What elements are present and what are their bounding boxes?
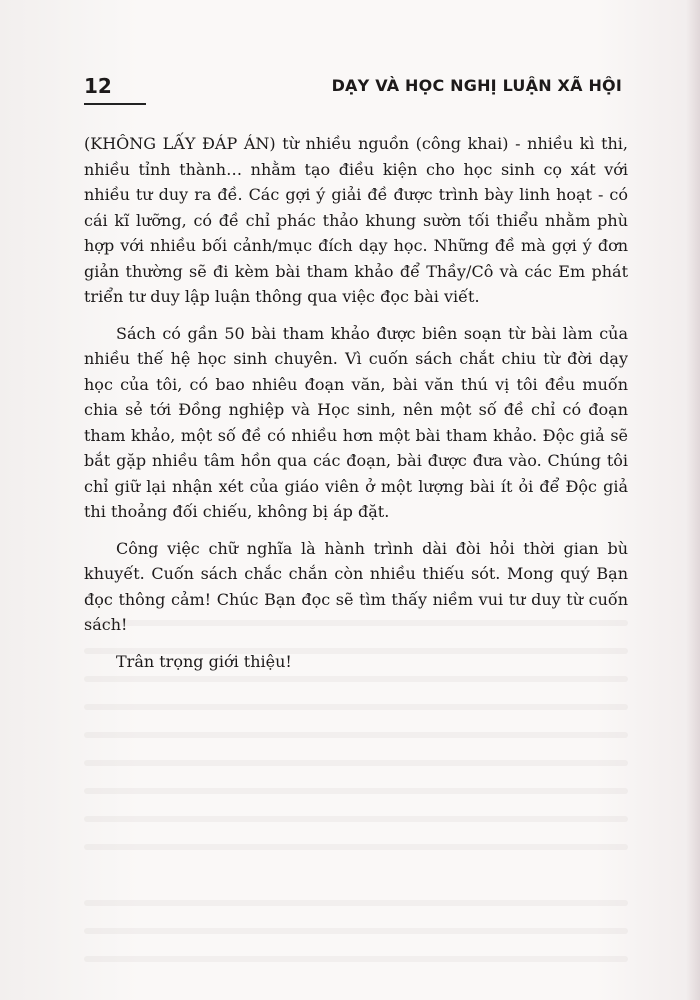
paragraph-closing: Công việc chữ nghĩa là hành trình dài đòi hỏi thời gian bù khuyết. Cuốn sách chắc chắn còn nhiều thiếu sót. Mong quý Bạn đọc thông cảm! Chúc Bạn đọc sẽ tìm thấy niềm vui tư duy từ cuốn sách! xyxy=(84,538,628,634)
page-edge-shadow xyxy=(686,0,700,1000)
page-number: 12 xyxy=(84,74,112,98)
running-title: DẠY VÀ HỌC NGHỊ LUẬN XÃ HỘI xyxy=(331,76,622,95)
paragraph-continuation: (KHÔNG LẤY ĐÁP ÁN) từ nhiều nguồn (công khai) - nhiều kì thi, nhiều tỉnh thành… nhằm tạo điều kiện cho học sinh cọ xát với nhiều tư duy ra đề. Các gợi ý giải đề được trình bày linh hoạt - có cái kĩ lưỡng, có đề chỉ phác thảo khung sườn tối thiểu nhằm phù hợp với nhiều bối cảnh/mục đích dạy học. Những đề mà gợi ý đơn giản thường sẽ đi kèm bài tham khảo để Thầy/Cô và các Em phát triển tư duy lập luận thông qua việc đọc bài viết. xyxy=(84,134,628,306)
page-body xyxy=(84,131,628,685)
page-number-rule xyxy=(84,103,146,105)
page-header xyxy=(84,74,622,106)
paragraph-reference-essays: Sách có gần 50 bài tham khảo được biên soạn từ bài làm của nhiều thế hệ học sinh chuyên. Vì cuốn sách chắt chiu từ đời dạy học của tôi, có bao nhiêu đoạn văn, bài văn thú vị tôi đều muốn chia sẻ tới Đồng nghiệp và Học sinh, nên một số đề chỉ có đoạn tham khảo, một số đề có nhiều hơn một bài tham khảo. Độc giả sẽ bắt gặp nhiều tâm hồn qua các đoạn, bài được đưa vào. Chúng tôi chỉ giữ lại nhận xét của giáo viên ở một lượng bài ít ỏi để Độc giả thi thoảng đối chiếu, không bị áp đặt. xyxy=(84,323,628,521)
paragraph-signoff: Trân trọng giới thiệu! xyxy=(116,651,292,671)
